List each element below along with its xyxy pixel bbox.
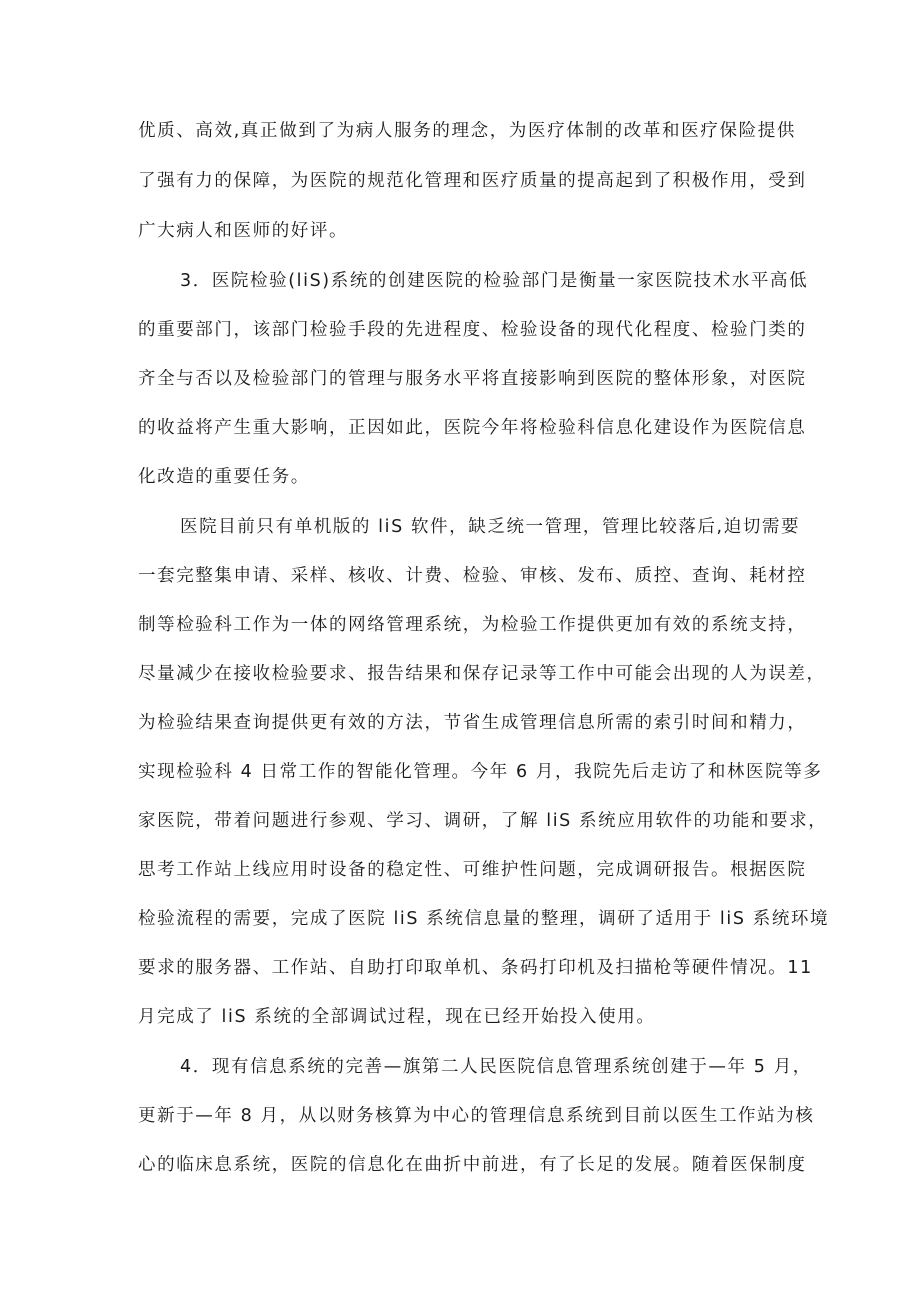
paragraph-2-line-4: 的收益将产生重大影响，正因如此，医院今年将检验科信息化建设作为医院信息: [138, 418, 807, 438]
paragraph-2-line-5: 化改造的重要任务。: [138, 467, 310, 487]
paragraph-3-line-5: 为检验结果查询提供更有效的方法，节省生成管理信息所需的索引时间和精力，: [138, 713, 807, 733]
paragraph-3-line-9: 检验流程的需要，完成了医院 liS 系统信息量的整理，调研了适用于 liS 系统环境: [138, 909, 830, 929]
paragraph-1-line-3: 广大病人和医师的好评。: [138, 221, 349, 241]
paragraph-4-line-2: 更新于—年 8 月，从以财务核算为中心的管理信息系统到目前以医生工作站为核: [138, 1106, 815, 1126]
paragraph-3-line-4: 尽量减少在接收检验要求、报告结果和保存记录等工作中可能会出现的人为误差，: [138, 664, 826, 684]
paragraph-3-line-1: 医院目前只有单机版的 liS 软件，缺乏统一管理，管理比较落后,迫切需要: [180, 517, 801, 537]
paragraph-3-line-2: 一套完整集申请、采样、核收、计费、检验、审核、发布、质控、查询、耗材控: [138, 566, 807, 586]
paragraph-1-line-1: 优质、高效,真正做到了为病人服务的理念，为医疗体制的改革和医疗保险提供: [138, 121, 796, 141]
paragraph-3-line-8: 思考工作站上线应用时设备的稳定性、可维护性问题，完成调研报告。根据医院: [138, 860, 807, 880]
paragraph-3-line-6: 实现检验科 4 日常工作的智能化管理。今年 6 月，我院先后走访了和林医院等多: [138, 762, 823, 782]
paragraph-3-line-7: 家医院，带着问题进行参观、学习、调研，了解 liS 系统应用软件的功能和要求，: [138, 811, 828, 831]
paragraph-4-line-3: 心的临床息系统，医院的信息化在曲折中前进，有了长足的发展。随着医保制度: [138, 1155, 807, 1175]
paragraph-2-line-2: 的重要部门，该部门检验手段的先进程度、检验设备的现代化程度、检验门类的: [138, 320, 807, 340]
paragraph-3-line-3: 制等检验科工作为一体的网络管理系统，为检验工作提供更加有效的系统支持，: [138, 615, 807, 635]
paragraph-1-line-2: 了强有力的保障，为医院的规范化管理和医疗质量的提高起到了积极作用，受到: [138, 171, 807, 191]
paragraph-4-line-1: 4．现有信息系统的完善—旗第二人民医院信息管理系统创建于—年 5 月，: [180, 1057, 812, 1077]
paragraph-2-line-1: 3．医院检验(liS)系统的创建医院的检验部门是衡量一家医院技术水平高低: [180, 271, 809, 291]
paragraph-3-line-10: 要求的服务器、工作站、自助打印取单机、条码打印机及扫描枪等硬件情况。11: [138, 958, 813, 978]
paragraph-2-line-3: 齐全与否以及检验部门的管理与服务水平将直接影响到医院的整体形象，对医院: [138, 369, 807, 389]
paragraph-3-line-11: 月完成了 liS 系统的全部调试过程，现在已经开始投入使用。: [138, 1007, 656, 1027]
